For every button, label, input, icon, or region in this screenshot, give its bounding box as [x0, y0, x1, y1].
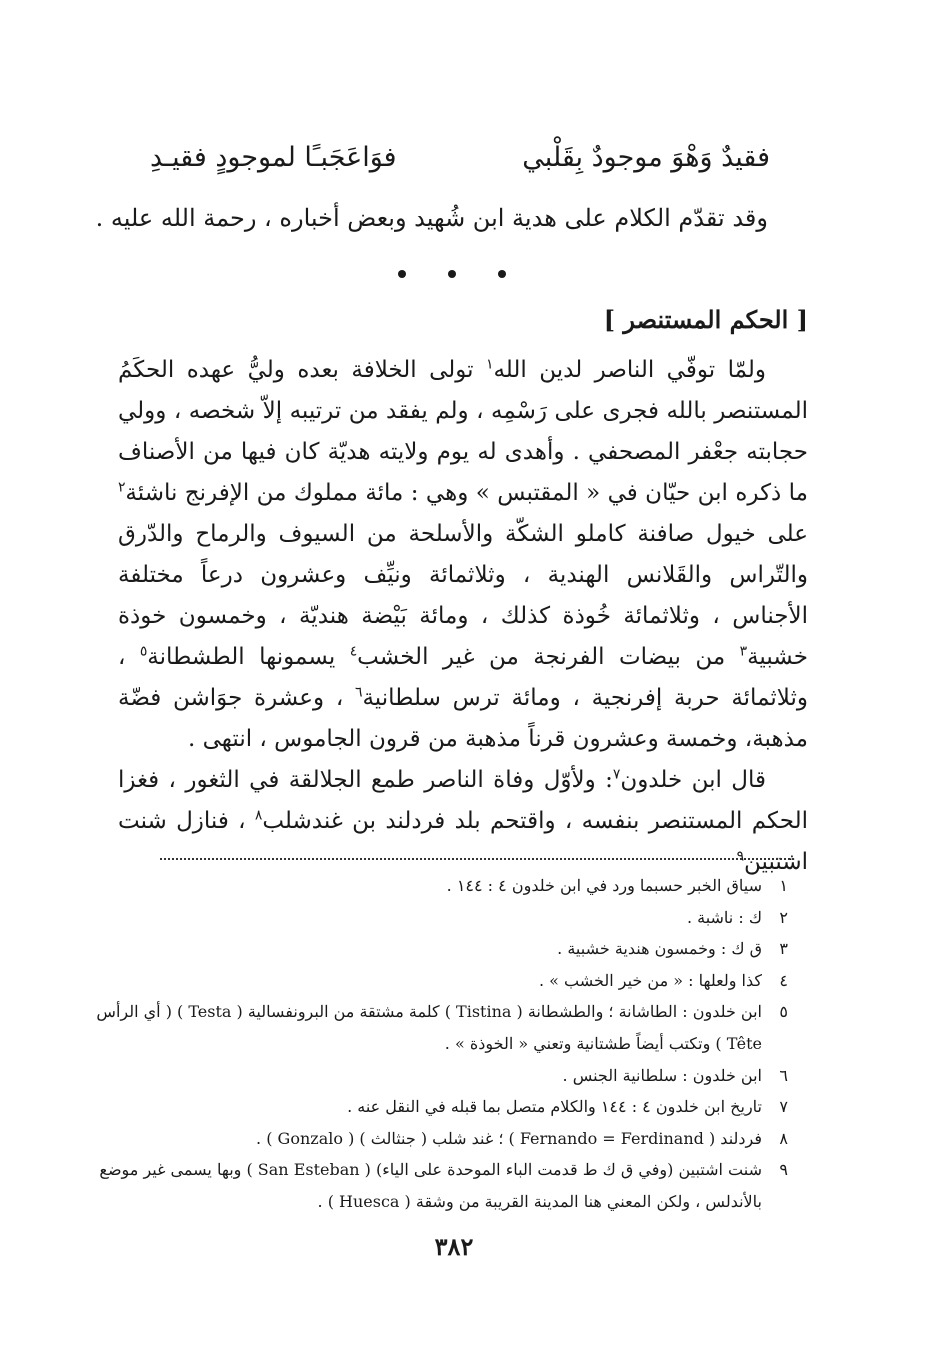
- footnote-text: شنت اشتبين (وفي ق ك ط قدمت الباء الموحدة على الياء) ( San Esteban ) وبها يسمى غير موضع بالأندلس ، ولكن المعني هنا المدينة القريبة من وشقة ( Huesca ) .: [99, 1160, 762, 1211]
- footnote-text: ابن خلدون : سلطانية الجنس .: [562, 1065, 762, 1085]
- footnote-item: [88, 1154, 788, 1217]
- text-run: ، فنازل شنت اشتبين: [118, 808, 808, 875]
- body-paragraph: [118, 350, 808, 760]
- footnote-item: [88, 965, 788, 997]
- footnote-number: ٤: [779, 970, 788, 990]
- verse-commentary: وقد تقدّم الكلام على هدية ابن شُهيد وبعض أخباره ، رحمة الله عليه .: [95, 204, 768, 232]
- footnote-number: ٥: [779, 1002, 788, 1022]
- text-run: قال ابن خلدون: [620, 767, 766, 793]
- footnote-number: ١: [779, 876, 788, 895]
- footnote-item: [88, 902, 788, 934]
- footnote-ref[interactable]: ٦: [355, 684, 363, 701]
- divider-dot: [448, 270, 456, 278]
- footnote-item: [88, 933, 788, 965]
- footnote-number: ٨: [779, 1128, 788, 1148]
- footnote-number: ٦: [779, 1065, 788, 1085]
- footnote-number: ٧: [779, 1097, 788, 1117]
- text-run: يسمونها الطشطانة: [147, 644, 350, 670]
- footnote-ref[interactable]: ٩: [736, 848, 744, 865]
- main-text: [118, 350, 808, 883]
- footnote-ref[interactable]: ٥: [139, 643, 148, 660]
- footnote-ref[interactable]: ١: [486, 356, 494, 373]
- divider-dot: [398, 270, 406, 278]
- footnote-ref[interactable]: ٨: [254, 807, 263, 824]
- divider-dot: [498, 270, 506, 278]
- footnote-ref[interactable]: ٢: [118, 479, 126, 496]
- text-run: تولى الخلافة بعده وليُّ عهده الحكَمُ المستنصر بالله فجرى على رَسْمِه ، ولم يفقد من ترتيبه إلاّ شخصه ، وولي حجابته جعْفر المصحفي . وأهدى له يوم ولايته هديّة كان فيها من الأصناف ما ذكره ابن حيّان في « المقتبس » وهي : مائة مملوك من الإفرنج ناشئة: [118, 357, 808, 506]
- text-run: ، وعشرة جوَاشن فضّة مذهبة، وخمسة وعشرون قرناً مذهبة من قرون الجاموس ، انتهى .: [118, 685, 808, 752]
- text-run: : ولأوّل وفاة الناصر طمع الجلالقة في الثغور ، فغزا الحكم المستنصر بنفسه ، واقتحم بلد فردلند بن غندشلب: [118, 767, 808, 834]
- footnote-ref[interactable]: ٧: [612, 766, 621, 783]
- footnote-ref[interactable]: ٤: [349, 643, 358, 660]
- section-heading: [ الحكم المستنصر ]: [603, 305, 808, 334]
- body-paragraph: [118, 760, 808, 883]
- footnote-text: ابن خلدون : الطاشانة ؛ والطشطانة ( Tistina ) كلمة مشتقة من البرونفسالية ( Testa ) ( أي الرأس Tête ) وتكتب أيضاً طشتانية وتعني « الخوذة » .: [96, 1002, 762, 1053]
- footnote-text: فردلند ( Fernando = Ferdinand ) ؛ غند شلب ( جنثالث ) ( Gonzalo ) .: [256, 1128, 762, 1148]
- footnote-number: ٩: [779, 1160, 788, 1180]
- footnote-item: [88, 870, 788, 902]
- footnote-ref[interactable]: ٣: [739, 643, 748, 660]
- footnote-text: ق ك : وخمسون هندية خشبية .: [557, 939, 762, 959]
- text-run: على خيول صافنة كاملو الشكّة والأسلحة من السيوف والرماح والدّرق والتّراس والقَلانس الهندية ، وثلاثمائة ونيِّف وعشرون درعاً مختلفة الأجناس ، وثلاثمائة خُوذة كذلك ، ومائة بَيْضة هنديّة ، وخمسون خوذة خشبية: [118, 521, 809, 670]
- text-run: ، وثلاثمائة حربة إفرنجية ، ومائة ترس سلطانية: [118, 644, 808, 711]
- footnote-text: كذا ولعلها : « من خير الخشب » .: [539, 970, 762, 990]
- footnote-text: سياق الخبر حسبما ورد في ابن خلدون ٤ : ١٤٤ .: [446, 876, 762, 895]
- section-divider: [398, 270, 506, 278]
- footnote-text: تاريخ ابن خلدون ٤ : ١٤٤ والكلام متصل بما قبله في النقل عنه .: [347, 1097, 762, 1117]
- footnote-number: ٣: [779, 939, 788, 959]
- text-run: ولمّا توفّي الناصر لدين الله: [493, 357, 766, 383]
- footnote-item: [88, 1123, 788, 1155]
- verse-hemistich-left: فوَاعَجَبـًا لموجودٍ فقيـدِ: [150, 142, 397, 173]
- page-number: ٣٨٢: [434, 1232, 474, 1261]
- footnote-item: [88, 996, 788, 1059]
- footnote-number: ٢: [779, 907, 788, 927]
- footnote-item: [88, 1060, 788, 1092]
- footnote-text: ك : ناشبة .: [686, 907, 762, 927]
- footnote-separator: [160, 858, 794, 860]
- poem-verse: [150, 138, 770, 178]
- footnotes-list: [88, 870, 788, 1218]
- verse-hemistich-right: فقيدٌ وَهْوَ موجودٌ بِقَلْبي: [522, 142, 770, 173]
- footnote-item: [88, 1091, 788, 1123]
- text-run: من بيضات الفرنجة من غير الخشب: [357, 644, 740, 670]
